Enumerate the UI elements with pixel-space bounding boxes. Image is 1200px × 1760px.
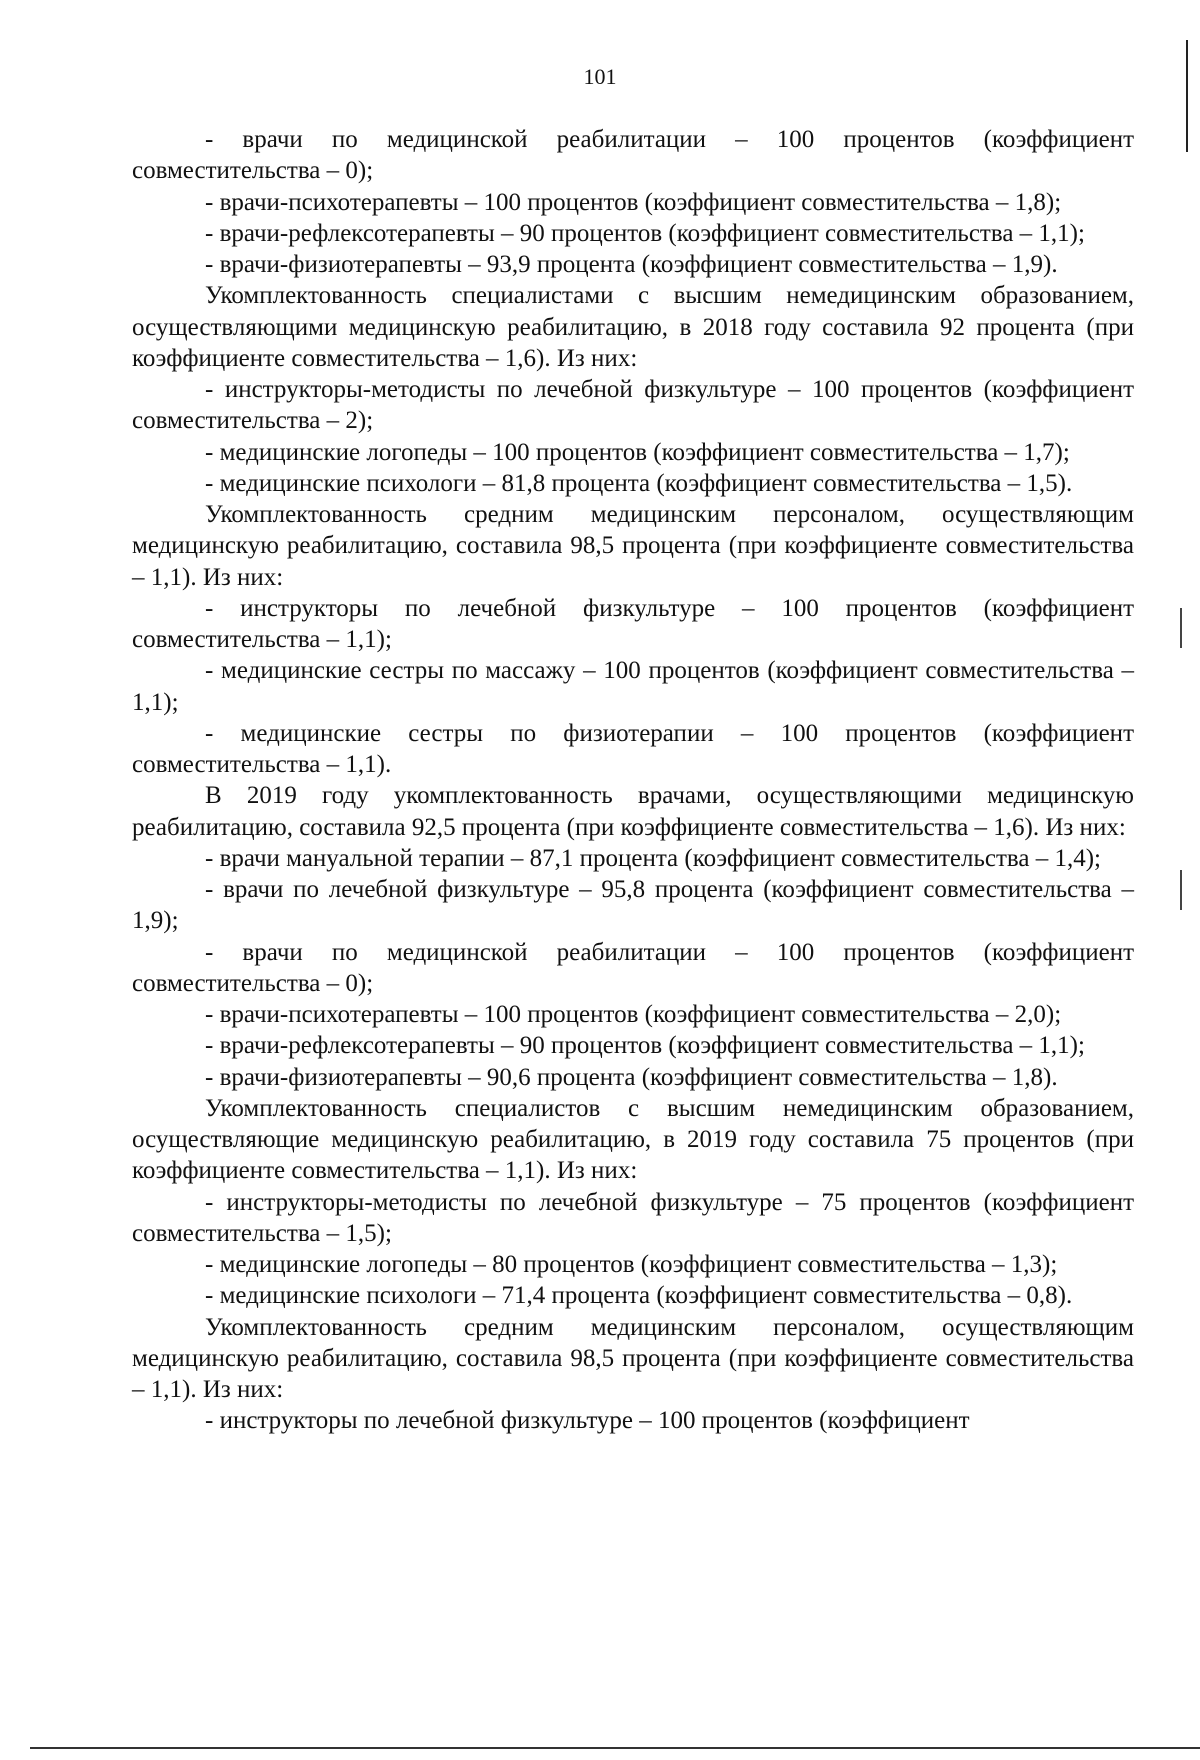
paragraph: В 2019 году укомплектованность врачами, осуществляющими медицинскую реабилитацию, составила 92,5 процента (при коэффициенте совместительства – 1,6). Из них: — [132, 782, 1134, 841]
paragraph: - медицинские психологи – 71,4 процента (коэффициент совместительства – 0,8). — [205, 1282, 1073, 1310]
paragraph: - врачи-психотерапевты – 100 процентов (коэффициент совместительства – 1,8); — [205, 188, 1062, 216]
paragraph: - врачи по медицинской реабилитации – 100 процентов (коэффициент совместительства – 0); — [132, 126, 1134, 185]
paragraph: - врачи по медицинской реабилитации – 100 процентов (коэффициент совместительства – 0); — [132, 938, 1134, 997]
paragraph: Укомплектованность средним медицинским персоналом, осуществляющим медицинскую реабилитацию, составила 98,5 процента (при коэффициенте совместительства – 1,1). Из них: — [132, 501, 1134, 591]
paragraph: - инструкторы по лечебной физкультуре – 100 процентов (коэффициент совместительства – 1,1); — [132, 594, 1134, 653]
paragraph: - врачи-рефлексотерапевты – 90 процентов (коэффициент совместительства – 1,1); — [205, 219, 1085, 247]
paragraph: - медицинские сестры по физиотерапии – 100 процентов (коэффициент совместительства – 1,1). — [132, 719, 1134, 778]
paragraph: Укомплектованность средним медицинским персоналом, осуществляющим медицинскую реабилитацию, составила 98,5 процента (при коэффициенте совместительства – 1,1). Из них: — [132, 1313, 1134, 1403]
paragraph: - врачи-физиотерапевты – 93,9 процента (коэффициент совместительства – 1,9). — [205, 251, 1058, 278]
paragraph: - врачи по лечебной физкультуре – 95,8 процента (коэффициент совместительства – 1,9); — [132, 876, 1134, 935]
scan-bottom-edge — [30, 1747, 1200, 1749]
document-body — [132, 124, 1134, 1437]
scan-margin-mark — [1180, 608, 1182, 648]
scan-margin-line — [1186, 40, 1188, 152]
paragraph: Укомплектованность специалистами с высшим немедицинским образованием, осуществляющими медицинскую реабилитацию, в 2018 году составила 92 процента (при коэффициенте совместительства – 1,6). Из них: — [132, 282, 1134, 372]
paragraph: - медицинские логопеды – 100 процентов (коэффициент совместительства – 1,7); — [205, 438, 1070, 466]
paragraph: - инструкторы-методисты по лечебной физкультуре – 75 процентов (коэффициент совместительства – 1,5); — [132, 1188, 1134, 1247]
paragraph: - инструкторы по лечебной физкультуре – 100 процентов (коэффициент — [205, 1407, 970, 1435]
paragraph: - врачи-психотерапевты – 100 процентов (коэффициент совместительства – 2,0); — [205, 1001, 1062, 1028]
paragraph: - медицинские логопеды – 80 процентов (коэффициент совместительства – 1,3); — [205, 1251, 1058, 1278]
paragraph: - врачи мануальной терапии – 87,1 процента (коэффициент совместительства – 1,4); — [205, 844, 1101, 872]
paragraph: - медицинские сестры по массажу – 100 процентов (коэффициент совместительства – 1,1); — [132, 657, 1134, 716]
paragraph: - врачи-физиотерапевты – 90,6 процента (коэффициент совместительства – 1,8). — [205, 1063, 1058, 1091]
paragraph: - инструкторы-методисты по лечебной физкультуре – 100 процентов (коэффициент совместительства – 2); — [132, 376, 1134, 435]
page-number: 101 — [583, 64, 617, 89]
paragraph: Укомплектованность специалистов с высшим немедицинским образованием, осуществляющие медицинскую реабилитацию, в 2019 году составила 75 процентов (при коэффициенте совместительства – 1,1). Из них: — [132, 1094, 1134, 1185]
paragraph: - медицинские психологи – 81,8 процента (коэффициент совместительства – 1,5). — [205, 469, 1073, 497]
paragraph: - врачи-рефлексотерапевты – 90 процентов (коэффициент совместительства – 1,1); — [205, 1032, 1085, 1060]
scan-margin-mark — [1180, 870, 1182, 910]
